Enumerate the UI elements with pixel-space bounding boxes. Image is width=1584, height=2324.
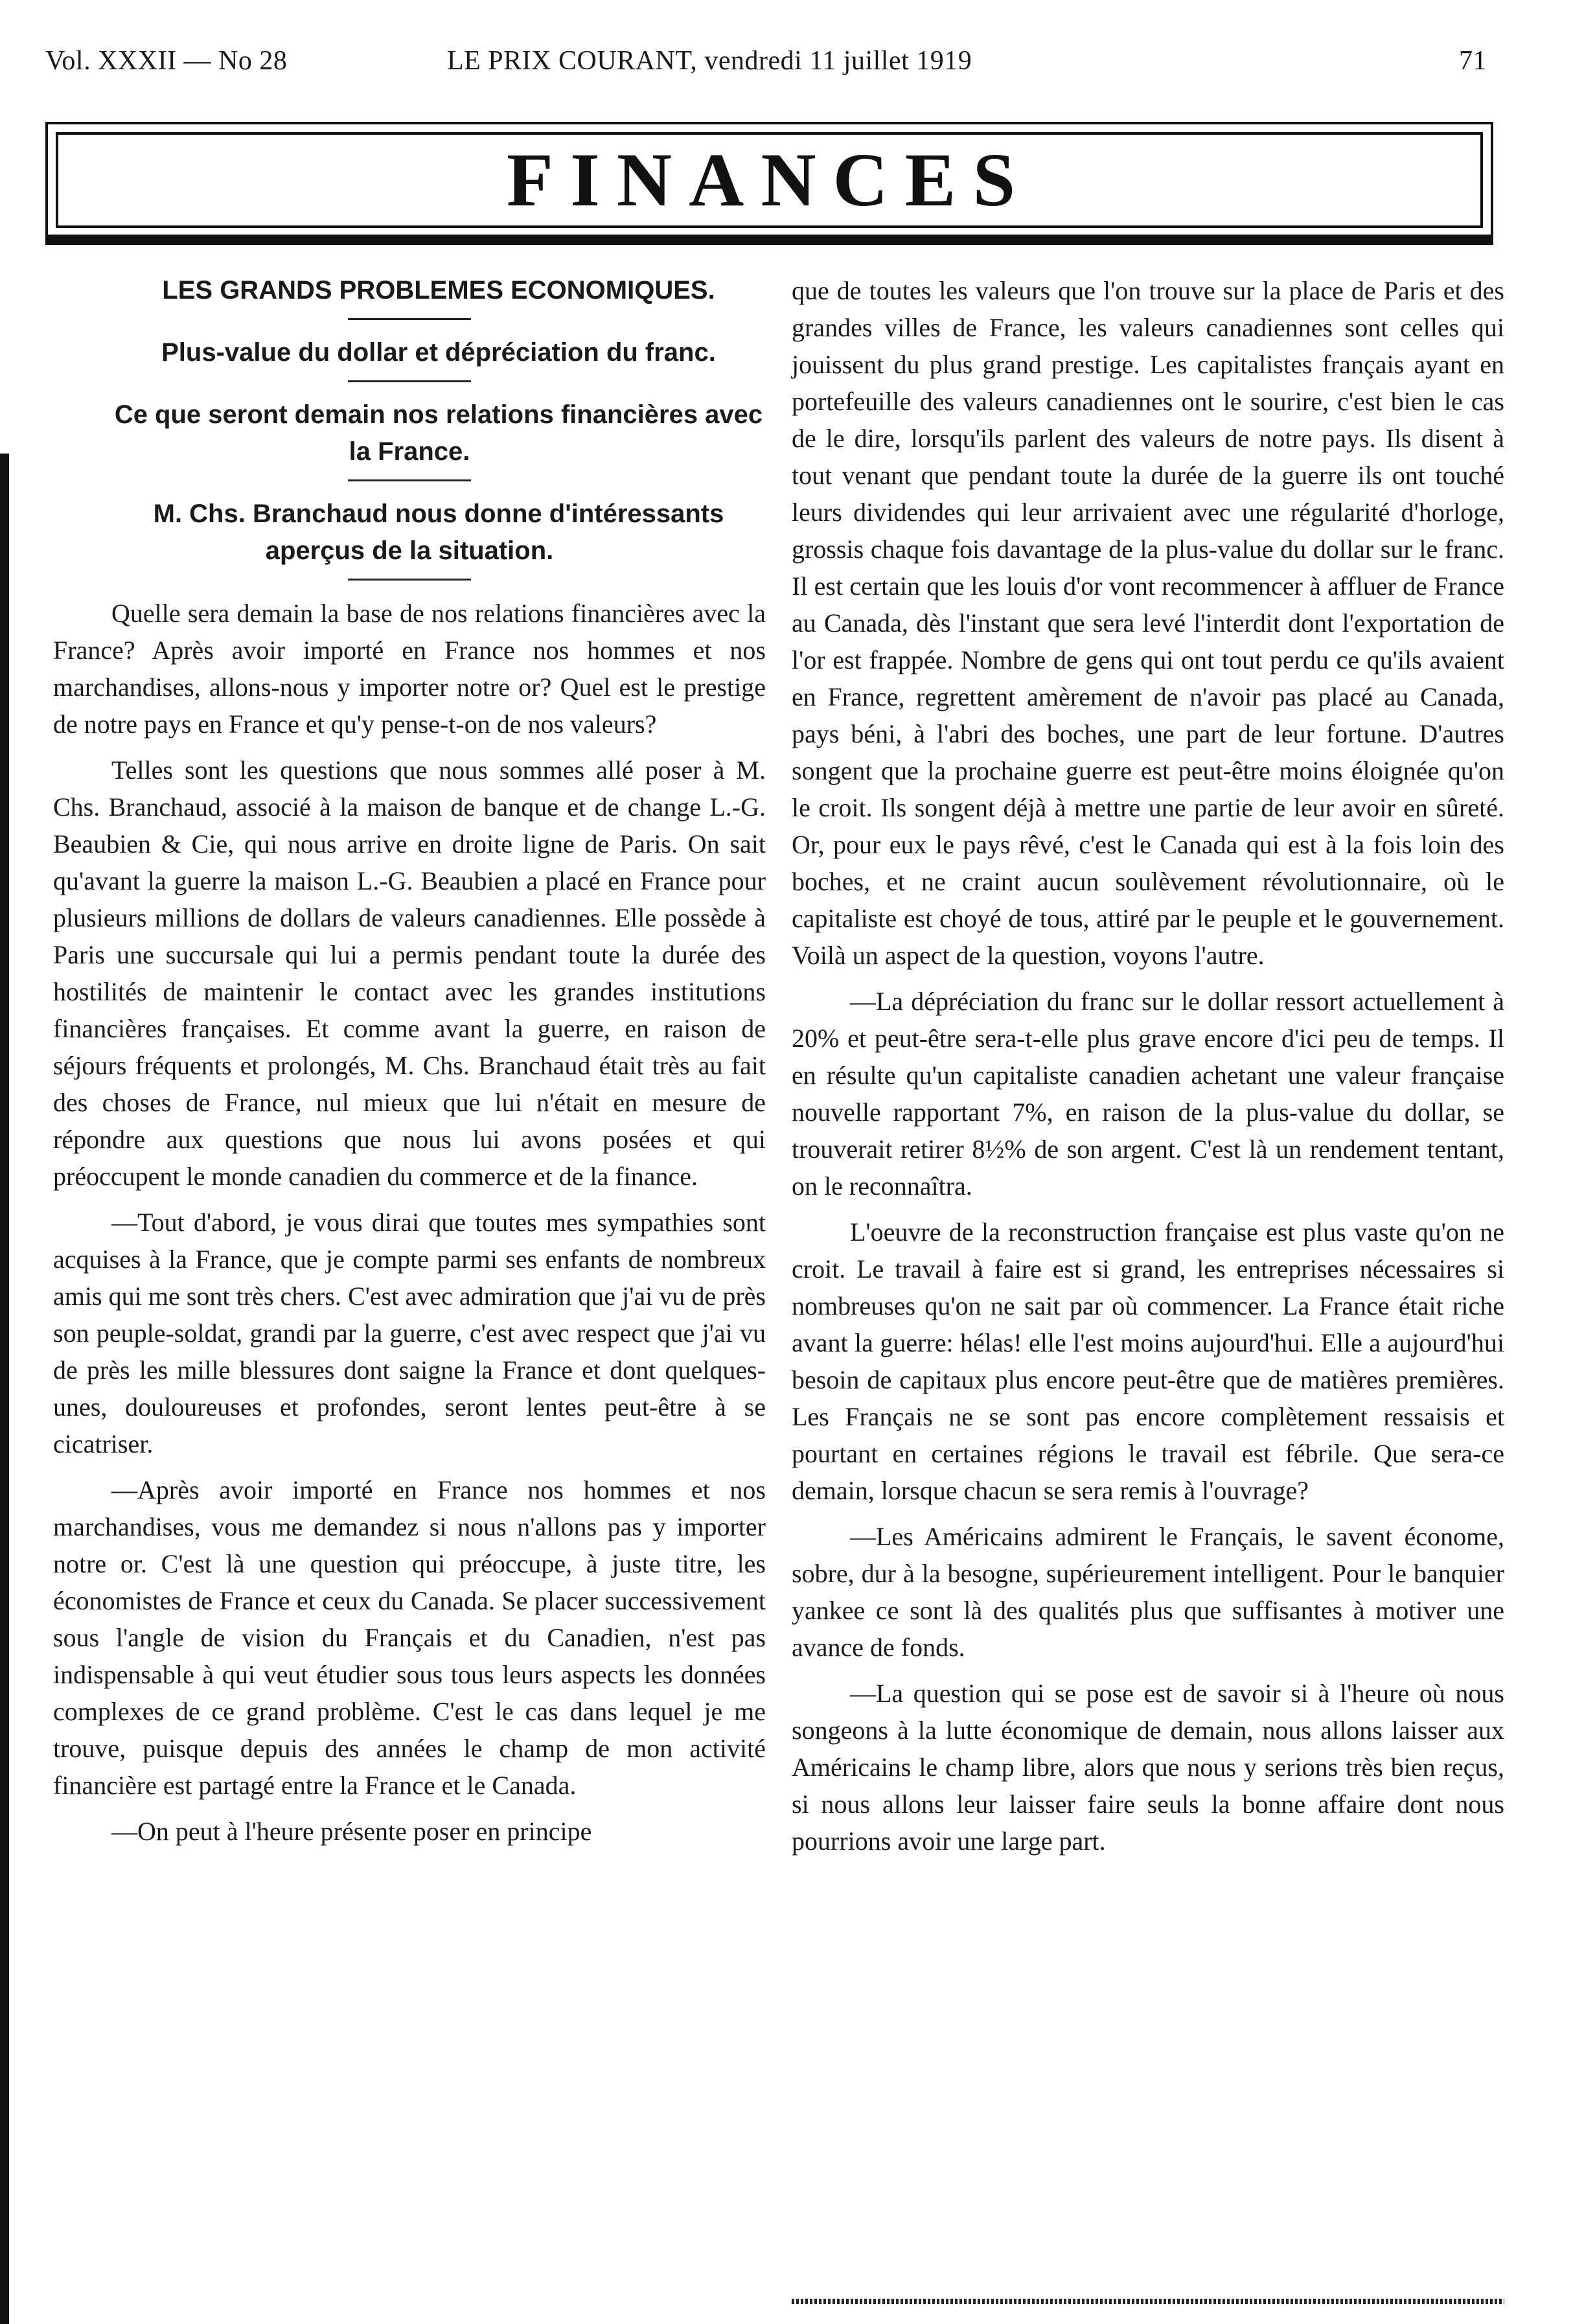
- banner-inner-frame: [56, 132, 1483, 228]
- banner-bottom-rule: [48, 235, 1491, 242]
- paragraph: —Les Américains admirent le Français, le savent économe, sobre, dur à la besogne, supérieurement intelligent. Pour le banquier yankee ce sont là des qualités plus que suffisantes à motiver une avance de fonds.: [792, 1522, 1504, 1662]
- page-number: 71: [1459, 46, 1487, 76]
- article-heading: LES GRANDS PROBLEMES ECONOMIQUES.: [162, 276, 715, 305]
- volume-number: Vol. XXXII — No 28: [45, 46, 288, 76]
- article-subheading-1: Plus-value du dollar et dépréciation du franc.: [161, 338, 716, 367]
- article-subheading-3: M. Chs. Branchaud nous donne d'intéressants aperçus de la situation.: [153, 500, 724, 565]
- article-column-left: [53, 272, 766, 1859]
- article-subheading-2: Ce que seront demain nos relations financières avec la France.: [114, 400, 763, 466]
- paragraph: Telles sont les questions que nous sommes allé poser à M. Chs. Branchaud, associé à la maison de banque et de change L.-G. Beaubien & Cie, qui nous arrive en droite ligne de Paris. On sait qu'avant la guerre la maison L.-G. Beaubien a placé en France pour plusieurs millions de dollars de valeurs canadiennes. Elle possède à Paris une succursale qui lui a permis pendant toute la durée des hostilités de maintenir le contact avec les grandes institutions financières françaises. Et comme avant la guerre, en raison de séjours fréquents et prolongés, M. Chs. Branchaud était très au fait des choses de France, nul mieux que lui n'était en mesure de répondre aux questions que nous lui avons posées et qui préoccupent le monde canadien du commerce et de la finance.: [53, 755, 766, 1191]
- paragraph: —Tout d'abord, je vous dirai que toutes mes sympathies sont acquises à la France, que je compte parmi ses enfants de nombreux amis qui me sont très chers. C'est avec admiration que j'ai vu de près son peuple-soldat, grandi par la guerre, c'est avec respect que j'ai vu de près les mille blessures dont saigne la France et dont quelques-unes, douloureuses et profondes, seront lentes peut-être à se cicatriser.: [53, 1208, 766, 1458]
- paragraph: que de toutes les valeurs que l'on trouve sur la place de Paris et des grandes villes de France, les valeurs canadiennes sont celles qui jouissent du plus grand prestige. Les capitalistes français ayant en portefeuille des valeurs canadiennes ont le sourire, c'est bien le cas de le dire, lorsqu'ils parlent des valeurs de notre pays. Ils disent à tout venant que pendant toute la durée de la guerre ils ont touché leurs dividendes qui leur arrivaient avec une régularité d'horloge, grossis chaque fois davantage de la plus-value du dollar sur le franc. Il est certain que les louis d'or vont recommencer à affluer de France au Canada, dès l'instant que sera levé l'interdit dont l'exportation de l'or est frappée. Nombre de gens qui ont tout perdu ce qu'ils avaient en France, regrettent amèrement de n'avoir pas placé au Canada, pays béni, à l'abri des boches, une part de leur fortune. D'autres songent que la prochaine guerre est peut-être moins éloignée qu'on le croit. Ils songent déjà à mettre une partie de leur avoir en sûreté. Or, pour eux le pays rêvé, c'est le Canada qui est à la fois loin des boches, et ne craint aucun soulèvement révolutionnaire, où le capitaliste est choyé de tous, attiré par le peuple et le gouvernement. Voilà un aspect de la question, voyons l'autre.: [792, 276, 1504, 970]
- footer-rule: [792, 2299, 1504, 2304]
- section-banner: [45, 122, 1493, 245]
- section-title: FINANCES: [506, 137, 1033, 222]
- paragraph: —On peut à l'heure présente poser en principe: [111, 1817, 592, 1846]
- publication-dateline: LE PRIX COURANT, vendredi 11 juillet 1919: [447, 46, 972, 76]
- separator-rule: [348, 479, 471, 481]
- separator-rule: [348, 380, 471, 382]
- paragraph: —Après avoir importé en France nos hommes et nos marchandises, vous me demandez si nous n'allons pas y importer notre or. C'est là une question qui préoccupe, à juste titre, les économistes de France et ceux du Canada. Se placer successivement sous l'angle de vision du Français et du Canadien, n'est pas indispensable à qui veut étudier sous tous leurs aspects les données complexes de ce grand problème. C'est le cas dans lequel je me trouve, puisque depuis des années le champ de mon activité financière est partagé entre la France et le Canada.: [53, 1475, 766, 1800]
- binding-edge: [0, 454, 9, 2324]
- page-header: [45, 45, 1487, 84]
- paragraph: L'oeuvre de la reconstruction française est plus vaste qu'on ne croit. Le travail à faire est si grand, les entreprises nécessaires si nombreuses qu'on ne sait par où commencer. La France était riche avant la guerre: hélas! elle l'est moins aujourd'hui. Elle a aujourd'hui besoin de capitaux plus encore peut-être que de matières premières. Les Français ne se sont pas encore complètement ressaisis et pourtant en certaines régions le travail est fébrile. Que sera-ce demain, lorsque chacun se sera remis à l'ouvrage?: [792, 1217, 1504, 1505]
- article-column-right: [792, 272, 1504, 1869]
- separator-rule: [348, 318, 471, 320]
- paragraph: —La question qui se pose est de savoir si à l'heure où nous songeons à la lutte économique de demain, nous allons laisser aux Américains le champ libre, alors que nous y serions très bien reçus, si nous allons leur laisser faire seuls la bonne affaire dont nous pourrions avoir une large part.: [792, 1679, 1504, 1856]
- paragraph: —La dépréciation du franc sur le dollar ressort actuellement à 20% et peut-être sera-t-elle plus grave encore d'ici peu de temps. Il en résulte qu'un capitaliste canadien achetant une valeur française nouvelle rapportant 7%, en raison de la plus-value du dollar, se trouverait retirer 8½% de son argent. C'est là un rendement tentant, on le reconnaîtra.: [792, 987, 1504, 1201]
- paragraph: Quelle sera demain la base de nos relations financières avec la France? Après avoir importé en France nos hommes et nos marchandises, allons-nous y importer notre or? Quel est le prestige de notre pays en France et qu'y pense-t-on de nos valeurs?: [53, 599, 766, 739]
- separator-rule: [348, 579, 471, 581]
